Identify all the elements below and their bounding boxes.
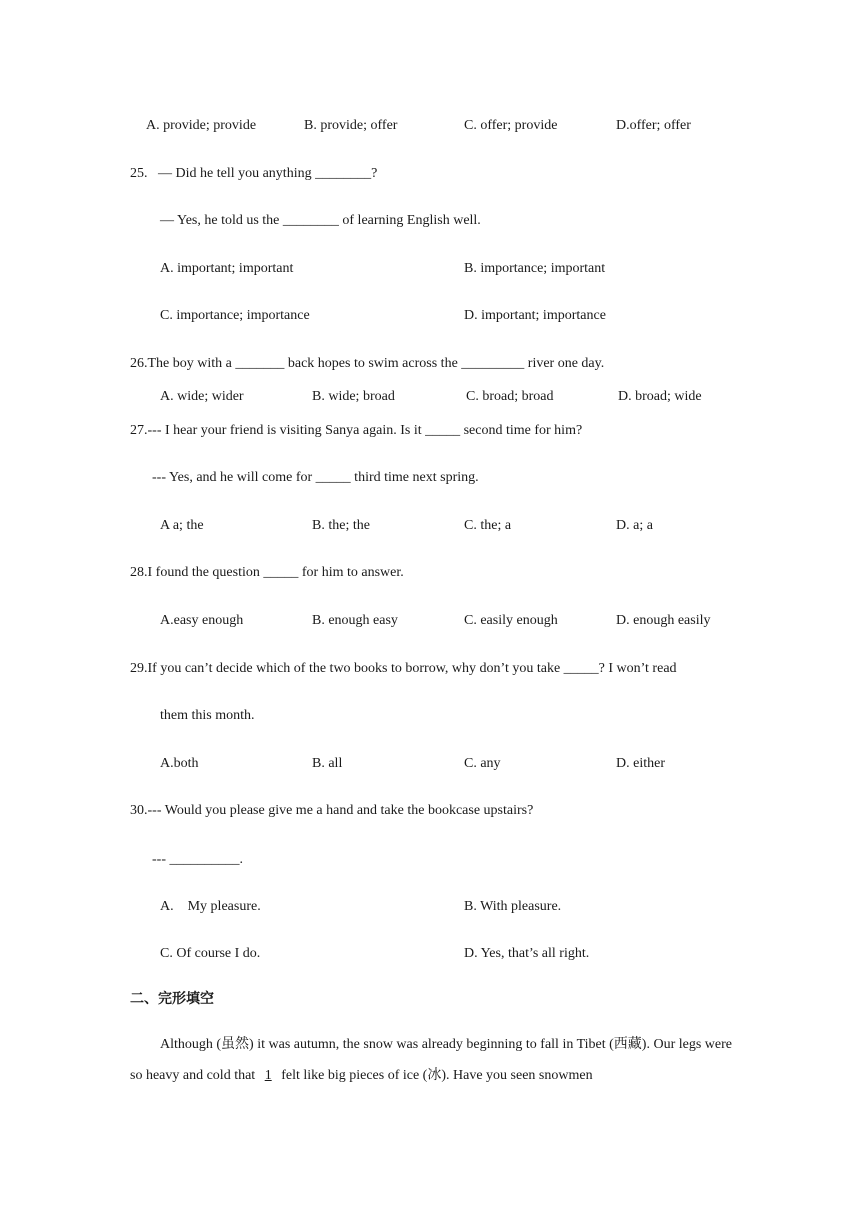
q26-option-a[interactable]: A. wide; wider — [160, 389, 244, 404]
q28-stem: 28.I found the question _____ for him to answer. — [130, 565, 404, 580]
q29-option-a[interactable]: A.both — [160, 756, 199, 771]
q25-reply: — Yes, he told us the ________ of learning English well. — [160, 213, 481, 228]
q27-option-c[interactable]: C. the; a — [464, 518, 512, 533]
q29-option-c[interactable]: C. any — [464, 756, 501, 771]
q30-reply: --- __________. — [152, 852, 243, 867]
q24-option-b[interactable]: B. provide; offer — [304, 118, 398, 133]
q25-option-d[interactable]: D. important; importance — [464, 308, 606, 323]
q27-reply: --- Yes, and he will come for _____ third time next spring. — [152, 470, 479, 485]
cloze-blank-1[interactable]: 1 — [264, 1068, 272, 1083]
q24-option-a[interactable]: A. provide; provide — [146, 118, 257, 133]
q28-option-a[interactable]: A.easy enough — [160, 613, 244, 628]
q25-option-c[interactable]: C. importance; importance — [160, 308, 310, 323]
q26-option-c[interactable]: C. broad; broad — [466, 389, 554, 404]
q30-stem: 30.--- Would you please give me a hand and take the bookcase upstairs? — [130, 803, 534, 818]
q27-stem: 27.--- I hear your friend is visiting Sanya again. Is it _____ second time for him? — [130, 423, 583, 438]
q25-option-b[interactable]: B. importance; important — [464, 261, 606, 276]
q26-stem: 26.The boy with a _______ back hopes to swim across the _________ river one day. — [130, 356, 605, 371]
q27-option-d[interactable]: D. a; a — [616, 518, 653, 533]
q28-option-b[interactable]: B. enough easy — [312, 613, 398, 628]
q29-stem: 29.If you can’t decide which of the two books to borrow, why don’t you take _____? I won’t read — [130, 661, 677, 676]
q26-option-d[interactable]: D. broad; wide — [618, 389, 702, 404]
q25-stem: 25. — Did he tell you anything ________? — [130, 166, 378, 181]
q24-option-c[interactable]: C. offer; provide — [464, 118, 558, 133]
q30-option-a[interactable]: A. My pleasure. — [160, 899, 261, 914]
passage-text-part1: Although (虽然) it was autumn, the snow was already beginning to fall in Tibet (西藏). Our legs were so heavy and cold that — [130, 1037, 732, 1083]
q29-option-d[interactable]: D. either — [616, 756, 665, 771]
q29-option-b[interactable]: B. all — [312, 756, 343, 771]
q27-option-a[interactable]: A a; the — [160, 518, 204, 533]
q25-option-a[interactable]: A. important; important — [160, 261, 294, 276]
q30-option-b[interactable]: B. With pleasure. — [464, 899, 562, 914]
q28-option-d[interactable]: D. enough easily — [616, 613, 711, 628]
q29-stem-continued: them this month. — [160, 708, 255, 723]
q24-option-d[interactable]: D.offer; offer — [616, 118, 691, 133]
q28-option-c[interactable]: C. easily enough — [464, 613, 558, 628]
q30-option-c[interactable]: C. Of course I do. — [160, 946, 261, 961]
passage-text-part2: felt like big pieces of ice (冰). Have you seen snowmen — [277, 1068, 593, 1083]
q30-option-d[interactable]: D. Yes, that’s all right. — [464, 946, 590, 961]
cloze-passage — [130, 1029, 732, 1091]
q27-option-b[interactable]: B. the; the — [312, 518, 370, 533]
section-heading: 二、完形填空 — [130, 991, 214, 1007]
q26-option-b[interactable]: B. wide; broad — [312, 389, 395, 404]
